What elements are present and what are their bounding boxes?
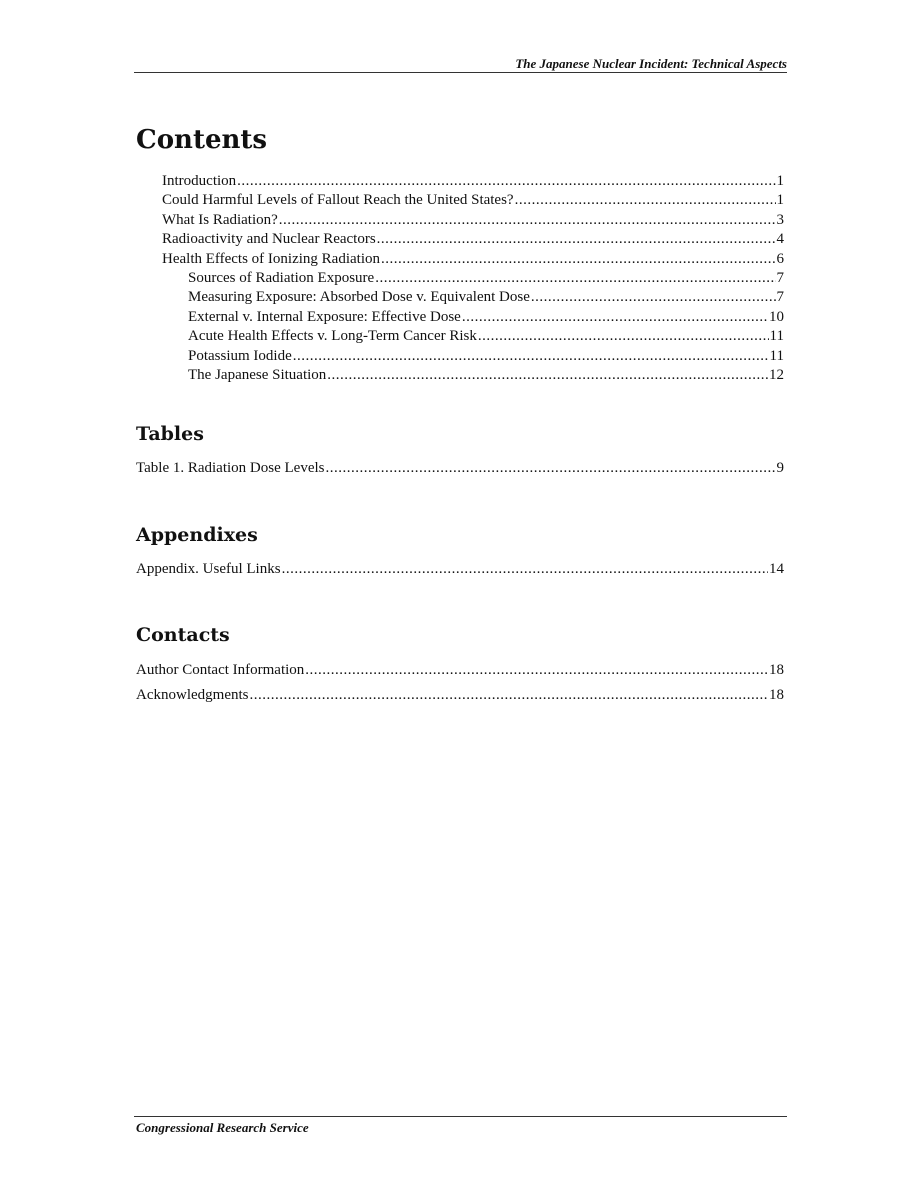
toc-page-number: 10 xyxy=(769,308,784,325)
toc-page-number: 3 xyxy=(776,211,784,228)
dot-leader xyxy=(282,560,768,579)
toc-entry-title: Acknowledgments xyxy=(136,687,249,703)
dot-leader xyxy=(249,686,768,705)
dot-leader xyxy=(305,660,768,680)
toc-entry[interactable] xyxy=(136,211,784,230)
running-footer: Congressional Research Service xyxy=(136,1120,309,1135)
toc-entry-title: Acute Health Effects v. Long-Term Cancer Risk xyxy=(188,328,477,345)
toc-page-number: 6 xyxy=(776,250,784,267)
toc-page-number: 4 xyxy=(776,231,784,248)
contacts-list xyxy=(136,660,784,705)
toc-entry-title: Author Contact Information xyxy=(136,662,305,678)
toc-entry[interactable] xyxy=(136,172,784,191)
dot-leader xyxy=(531,288,776,307)
toc-entry-title: Potassium Iodide xyxy=(188,347,292,364)
toc-entry[interactable] xyxy=(136,191,784,210)
tables-heading: Tables xyxy=(136,423,204,445)
toc-entry[interactable] xyxy=(136,459,784,478)
toc-entry-title: Radioactivity and Nuclear Reactors xyxy=(162,231,376,248)
toc-page-number: 9 xyxy=(776,460,784,476)
toc-subentry[interactable] xyxy=(136,366,784,385)
toc-page-number: 14 xyxy=(769,561,784,577)
toc-entry[interactable] xyxy=(136,660,784,686)
toc-entry-title: Table 1. Radiation Dose Levels xyxy=(136,460,325,476)
toc-page-number: 1 xyxy=(776,192,784,209)
appendixes-heading: Appendixes xyxy=(136,524,258,546)
toc-entry[interactable] xyxy=(136,250,784,269)
toc-subentry[interactable] xyxy=(136,308,784,327)
dot-leader xyxy=(462,308,768,327)
toc-page-number: 7 xyxy=(776,289,784,306)
toc-entry[interactable] xyxy=(136,560,784,579)
toc-page-number: 1 xyxy=(776,173,784,189)
dot-leader xyxy=(325,459,775,478)
dot-leader xyxy=(375,269,775,288)
toc-entry[interactable] xyxy=(136,230,784,249)
toc-entry-title: Appendix. Useful Links xyxy=(136,561,281,577)
toc-entry-title: External v. Internal Exposure: Effective Dose xyxy=(188,308,461,325)
tables-list xyxy=(136,459,784,478)
toc-entry-title: What Is Radiation? xyxy=(162,211,278,228)
dot-leader xyxy=(377,230,776,249)
toc-entry-title: Sources of Radiation Exposure xyxy=(188,269,375,286)
toc-subentry[interactable] xyxy=(136,269,784,288)
dot-leader xyxy=(327,366,768,385)
dot-leader xyxy=(478,327,769,346)
toc-entry-title: Health Effects of Ionizing Radiation xyxy=(162,250,380,267)
header-divider xyxy=(134,72,787,73)
dot-leader xyxy=(515,191,776,210)
toc-page-number: 18 xyxy=(769,662,784,678)
dot-leader xyxy=(279,211,776,230)
toc-page-number: 18 xyxy=(769,687,784,703)
toc-subentry[interactable] xyxy=(136,347,784,366)
toc-page-number: 7 xyxy=(776,269,784,286)
contents-list xyxy=(136,172,784,385)
toc-entry[interactable] xyxy=(136,686,784,705)
footer-divider xyxy=(134,1116,787,1117)
toc-subentry[interactable] xyxy=(136,327,784,346)
dot-leader xyxy=(237,172,775,191)
dot-leader xyxy=(381,250,776,269)
toc-entry-title: Measuring Exposure: Absorbed Dose v. Equivalent Dose xyxy=(188,289,530,306)
dot-leader xyxy=(293,347,769,366)
contents-heading: Contents xyxy=(136,125,268,155)
running-header: The Japanese Nuclear Incident: Technical Aspects xyxy=(515,56,787,71)
toc-entry-title: The Japanese Situation xyxy=(188,366,327,383)
toc-entry-title: Introduction xyxy=(162,173,237,189)
toc-page-number: 11 xyxy=(769,328,784,345)
toc-entry-title: Could Harmful Levels of Fallout Reach the United States? xyxy=(162,192,514,209)
contacts-heading: Contacts xyxy=(136,624,230,646)
appendixes-list xyxy=(136,560,784,579)
toc-subentry[interactable] xyxy=(136,288,784,307)
toc-page-number: 12 xyxy=(769,366,784,383)
toc-page-number: 11 xyxy=(769,347,784,364)
